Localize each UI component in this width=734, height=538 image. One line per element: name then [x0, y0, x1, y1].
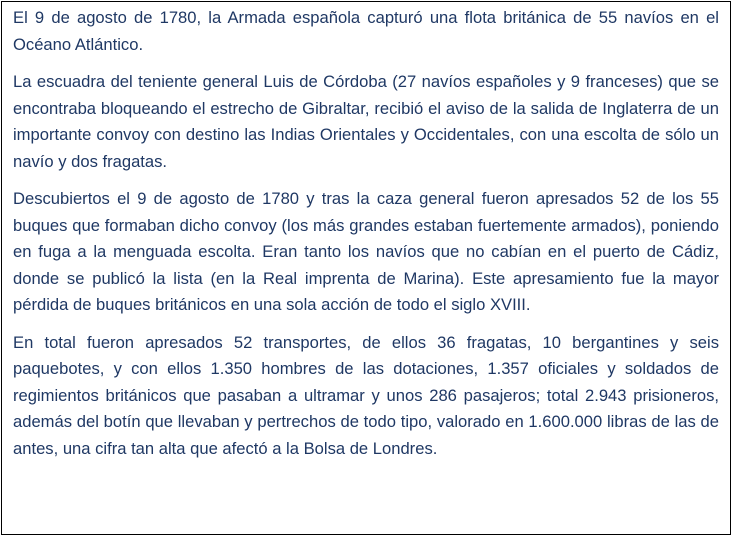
paragraph-4: En total fueron apresados 52 transportes, de ellos 36 fragatas, 10 bergantines y seis paquebotes, y con ellos 1.350 hombres de las dotaciones, 1.357 oficiales y soldados de regimientos británicos que pasaban a ultramar y unos 286 pasajeros; total 2.943 prisioneros, además del botín que llevaban y pertrechos de todo tipo, valorado en 1.600.000 libras de las de antes, una cifra tan alta que afectó a la Bolsa de Londres.	[13, 332, 719, 458]
text-box	[1, 1, 731, 535]
paragraph-3: Descubiertos el 9 de agosto de 1780 y tras la caza general fueron apresados 52 de los 55 buques que formaban dicho convoy (los más grandes estaban fuertemente armados), poniendo en fuga a la menguada escolta. Eran tanto los navíos que no cabían en el puerto de Cádiz, donde se publicó la lista (en la Real imprenta de Marina). Este apresamiento fue la mayor pérdida de buques británicos en una sola acción de todo el siglo XVIII.	[13, 189, 719, 314]
paragraph-2: La escuadra del teniente general Luis de Córdoba (27 navíos españoles y 9 franceses) que se encontraba bloqueando el estrecho de Gibraltar, recibió el aviso de la salida de Inglaterra de un importante convoy con destino las Indias Orientales y Occidentales, con una escolta de sólo un navío y dos fragatas.	[13, 72, 719, 171]
paragraph-1: El 9 de agosto de 1780, la Armada española capturó una flota británica de 55 navíos en el Océano Atlántico.	[13, 8, 719, 54]
